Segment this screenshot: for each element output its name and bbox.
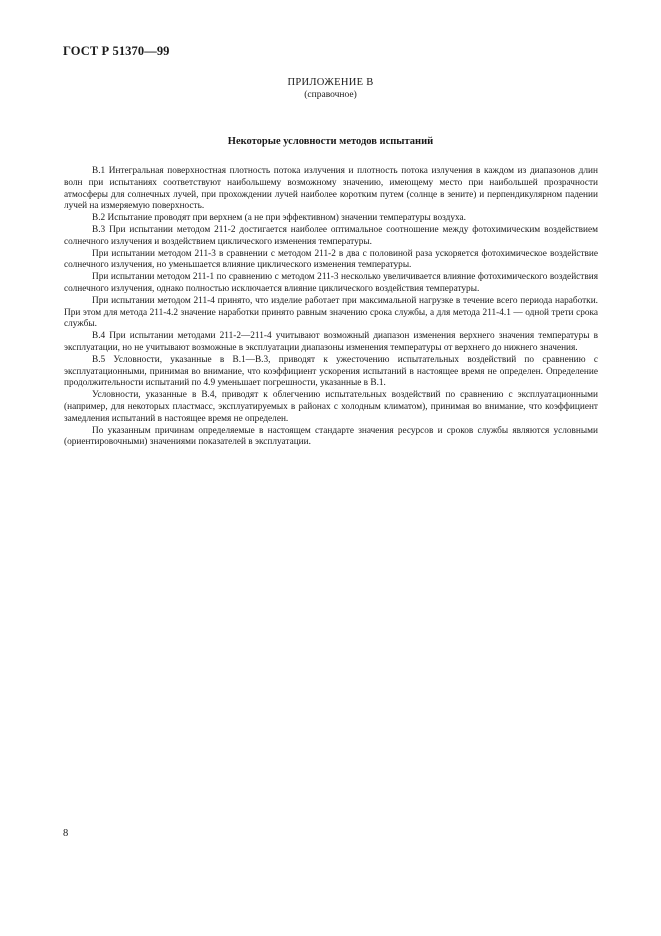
body-text: [64, 166, 598, 449]
section-heading: Некоторые условности методов испытаний: [227, 136, 434, 147]
paragraph-b1: В.1 Интегральная поверхностная плотность потока излучения и плотность потока излучения в каждом из диапазонов длин волн при испытаниях соответствуют наибольшему возможному значению, имеющему место при наибольшей прозрачности атмосферы для солнечных лучей, при прохождении лучей наиболее коротким путем (солнце в зените) и перпендикулярном падении лучей на измеряемую поверхность.: [64, 166, 598, 212]
paragraph-b4-conditions: Условности, указанные в В.4, приводят к облегчению испытательных воздействий по сравнению с эксплуатационными (например, для некоторых пластмасс, эксплуатируемых в районах с холодным климатом), принимая во внимание, что коэффициент замедления испытаний в настоящее время не определен.: [64, 390, 598, 424]
paragraph-method-211-1: При испытании методом 211-1 по сравнению с методом 211-3 несколько увеличивается влияние фотохимического воздействия солнечного излучения, однако полностью исключается влияние циклического воздействия температуры.: [64, 272, 598, 294]
paragraph-b3: В.3 При испытании методом 211-2 достигается наиболее оптимальное соотношение между фотохимическим воздействием солнечного излучения и воздействием циклического изменения температуры.: [64, 224, 598, 247]
paragraph-b2: В.2 Испытание проводят при верхнем (а не при эффективном) значении температуры воздуха.: [92, 213, 466, 224]
page-number: 8: [63, 828, 69, 839]
paragraph-b5: В.5 Условности, указанные в В.1—В.3, приводят к ужесточению испытательных воздействий по сравнению с эксплуатационными, принимая во внимание, что коэффициент ускорения испытаний в настоящее время не определен. Определение продолжительности испытаний по 4.9 уменьшает погрешности, указанные в В.1.: [64, 354, 598, 389]
appendix-title: ПРИЛОЖЕНИЕ В: [287, 77, 374, 88]
paragraph-method-211-3: При испытании методом 211-3 в сравнении с методом 211-2 в два с половиной раза ускоряется фотохимическое воздействие солнечного излучения, но уменьшается влияние циклического изменения температуры.: [64, 248, 598, 271]
paragraph-b4: В.4 При испытании методами 211-2—211-4 учитывают возможный диапазон изменения верхнего значения температуры в эксплуатации, но не учитывают возможные в эксплуатации диапазоны изменения температуры от верхнего до нижнего значения.: [64, 331, 598, 353]
paragraph-method-211-4: При испытании методом 211-4 принято, что изделие работает при максимальной нагрузке в течение всего периода наработки. При этом для метода 211-4.2 значение наработки принято равным значению срока службы, а для метода 211-4.1 — одной трети срока службы.: [64, 295, 598, 330]
document-code: ГОСТ Р 51370—99: [63, 44, 170, 58]
appendix-subtitle: (справочное): [304, 90, 357, 100]
paragraph-conclusion: По указанным причинам определяемые в настоящем стандарте значения ресурсов и сроков службы являются условными (ориентировочными) значениями показателей в эксплуатации.: [64, 425, 598, 448]
